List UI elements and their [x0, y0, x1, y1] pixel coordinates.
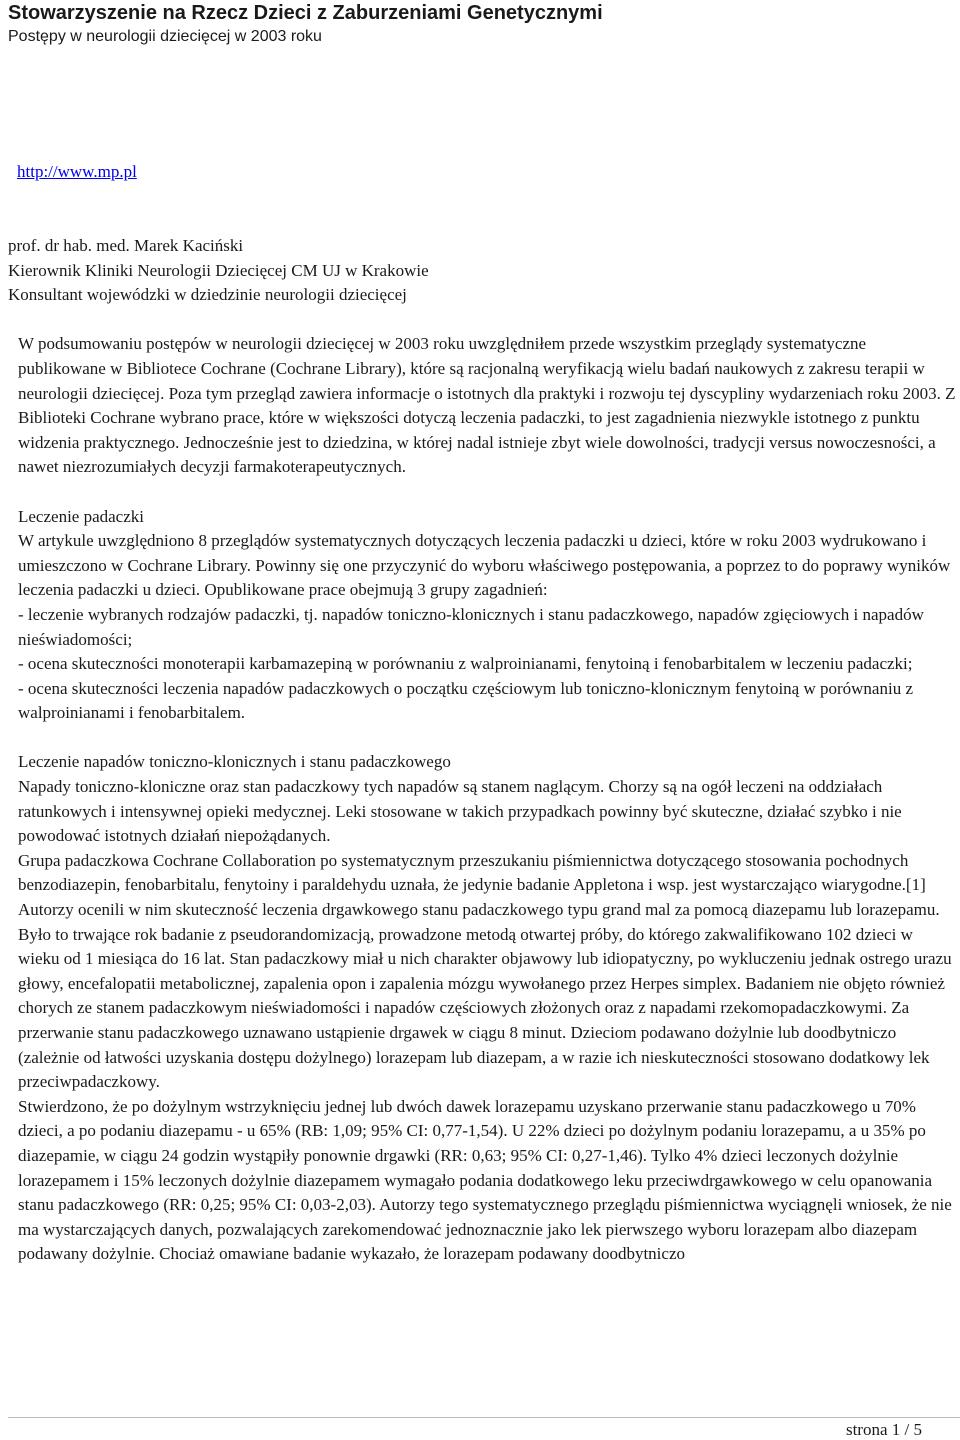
paragraph: Napady toniczno-kloniczne oraz stan padaczkowy tych napadów są stanem naglącym. Chorzy są na ogół leczeni na oddziałach ratunkowych i intensywnej opieki medycznej. Leki stosowane w takich przypadkach powinny być skuteczne, działać szybko i nie powodować istotnych działań niepożądanych. — [18, 777, 902, 846]
paragraph: Stwierdzono, że po dożylnym wstrzyknięciu jednej lub dwóch dawek lorazepamu uzyskano przerwanie stanu padaczkowego u 70% dzieci, a po podaniu diazepamu - u 65% (RB: 1,09; 95% CI: 0,77-1,54). U 22% dzieci po dożylnym podaniu lorazepamu, a u 35% po diazepamie, w ciągu 24 godzin wystąpiły ponownie drgawki (RR: 0,63; 95% CI: 0,27-1,46). Tylko 4% dzieci leczonych dożylnie lorazepamem i 15% leczonych dożylnie diazepamem wymagało podania dodatkowego leku przeciwdrgawkowego w celu opanowania stanu padaczkowego (RR: 0,25; 95% CI: 0,03-2,03). Autorzy tego systematycznego przeglądu piśmiennictwa wyciągnęli wniosek, że nie ma wystarczających danych, pozwalających zarekomendować jednoznacznie jako lek pierwszego wyboru lorazepam albo diazepam podawany dożylnie. Chociaż omawiane badanie wykazało, że lorazepam podawany doodbytniczo — [18, 1096, 952, 1264]
section-heading: Leczenie napadów toniczno-klonicznych i stanu padaczkowego — [18, 752, 451, 772]
footer-divider — [8, 1417, 960, 1418]
paragraph: W artykule uwzględniono 8 przeglądów systematycznych dotyczących leczenia padaczki u dzieci, które w roku 2003 wydrukowano i umieszczono w Cochrane Library. Powinny się one przyczynić do wyboru właściwego postępowania, a poprzez to do poprawy wyników leczenia padaczki u dzieci. Opublikowane prace obejmują 3 grupy zagadnień: — [18, 531, 951, 600]
list-item: - leczenie wybranych rodzajów padaczki, tj. napadów toniczno-klonicznych i stanu padaczkowego, napadów zgięciowych i napadów nieświadomości; — [18, 604, 924, 649]
document-header — [8, 0, 603, 47]
author-role: Konsultant wojewódzki w dziedzinie neurologii dziecięcej — [8, 285, 407, 305]
spacer — [8, 308, 958, 333]
list-item: - ocena skuteczności monoterapii karbamazepiną w porównaniu z walproinianami, fenytoiną i fenobarbitalem w leczeniu padaczki; — [18, 654, 913, 674]
author-role: Kierownik Kliniki Neurologii Dziecięcej CM UJ w Krakowie — [8, 260, 429, 280]
article-body — [8, 234, 958, 1267]
author-name: prof. dr hab. med. Marek Kaciński — [8, 236, 244, 255]
section-heading: Leczenie padaczki — [18, 506, 144, 526]
intro-paragraph: W podsumowaniu postępów w neurologii dziecięcej w 2003 roku uwzględniłem przede wszystkim przeglądy systematyczne publikowane w Bibliotece Cochrane (Cochrane Library), które są racjonalną weryfikacją wielu badań naukowych z zakresu terapii w neurologii dziecięcej. Poza tym przegląd zawiera informacje o istotnych dla praktyki i rozwoju tej dyscypliny wydarzeniach roku 2003. Z Biblioteki Cochrane wybrano prace, które w większości dotyczą leczenia padaczki, to jest zagadnienia niezwykle istotnego z punktu widzenia praktycznego. Jednocześnie jest to dziedzina, w której nadal istnieje zbyt wiele dowolności, tradycji versus nowoczesności, a nawet niezrozumiałych decyzji farmakoterapeutycznych. — [18, 334, 956, 477]
paragraph: Grupa padaczkowa Cochrane Collaboration po systematycznym przeszukaniu piśmiennictwa dotyczącego stosowania pochodnych benzodiazepin, fenobarbitalu, fenytoiny i paraldehydu uznała, że jedynie badanie Appletona i wsp. jest wystarczająco wiarygodne.[1] Autorzy ocenili w nim skuteczność leczenia drgawkowego stanu padaczkowego typu grand mal za pomocą diazepamu lub lorazepamu. Było to trwające rok badanie z pseudorandomizacją, prowadzone metodą otwartej próby, do którego zakwalifikowano 102 dzieci w wieku od 1 miesiąca do 16 lat. Stan padaczkowy miał u nich charakter objawowy lub idiopatyczny, po wykluczeniu jednak ostrego urazu głowy, encefalopatii metabolicznej, zapalenia opon i zapalenia mózgu wywołanego przez Herpes simplex. Badaniem nie objęto również chorych ze stanem padaczkowym nieświadomości i napadów częściowych złożonych oraz z napadami rzekomopadaczkowymi. Za przerwanie stanu padaczkowego uznawano ustąpienie drgawek w ciągu 8 minut. Dzieciom podawano dożylnie lub doodbytniczo (zależnie od łatwości uzyskania dostępu dożylnego) lorazepam lub diazepam, a w razie ich nieskuteczności stosowano dodatkowy lek przeciwpadaczkowy. — [18, 850, 952, 1092]
list-item: - ocena skuteczności leczenia napadów padaczkowych o początku częściowym lub toniczno-klonicznym fenytoiną w porównaniu z walproinianami i fenobarbitalem. — [18, 678, 913, 723]
source-link[interactable]: http://www.mp.pl — [17, 162, 137, 181]
organization-title: Stowarzyszenie na Rzecz Dzieci z Zaburzeniami Genetycznymi — [8, 2, 603, 24]
spacer — [8, 480, 958, 505]
article-subtitle: Postępy w neurologii dziecięcej w 2003 roku — [8, 28, 322, 45]
spacer — [8, 726, 958, 751]
page-number: strona 1 / 5 — [845, 1420, 922, 1439]
